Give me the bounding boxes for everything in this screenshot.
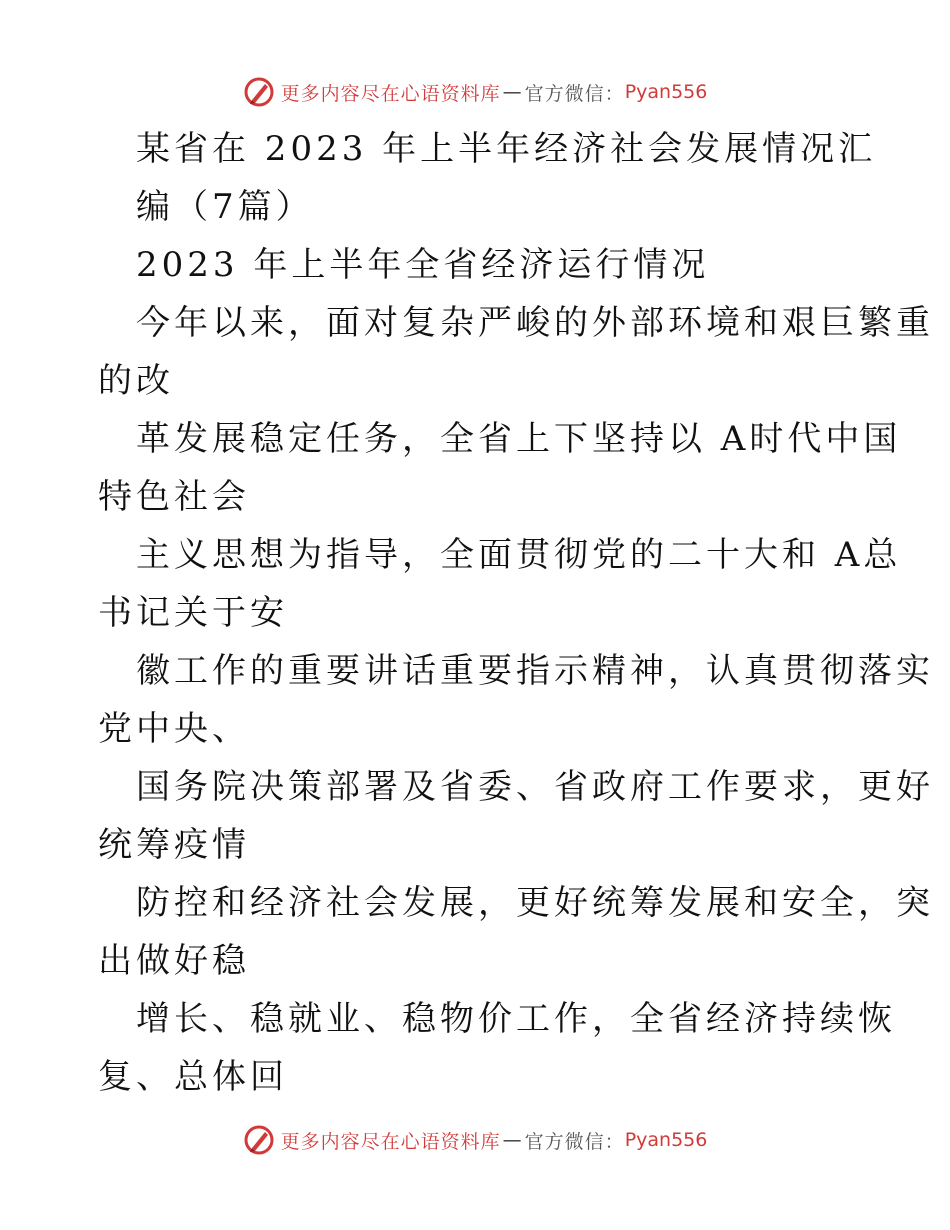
banner-text: 更多内容尽在心语资料库 [280,1130,501,1153]
text-line: 编（7篇） [136,187,314,227]
text-line: 的改 [98,361,174,401]
text-line: 统筹疫情 [98,825,250,865]
text-line: 书记关于安 [98,593,288,633]
banner-wechat-label: 官方微信： [524,82,625,105]
text-line: 徽工作的重要讲话重要指示精神，认真贯彻落实 [136,651,934,691]
text-line: 某省在 2023 年上半年经济社会发展情况汇 [136,129,877,169]
pen-logo-icon [243,1124,275,1156]
banner-separator: — [502,81,523,103]
text-line: 今年以来，面对复杂严峻的外部环境和艰巨繁重 [136,303,934,343]
text-line: 防控和经济社会发展，更好统筹发展和安全，突 [136,883,934,923]
banner-wechat-label: 官方微信： [524,1130,625,1153]
text-line: 复、总体回 [98,1057,288,1097]
footer-watermark-banner [0,1120,950,1160]
text-line: 2023 年上半年全省经济运行情况 [136,245,710,285]
text-line: 主义思想为指导，全面贯彻党的二十大和 A总 [136,535,902,575]
text-line: 增长、稳就业、稳物价工作，全省经济持续恢 [136,999,896,1039]
banner-separator: — [502,1129,523,1151]
banner-wechat-id: Pyan556 [624,81,708,103]
banner-text: 更多内容尽在心语资料库 [280,82,501,105]
document-body [98,120,934,1106]
text-line: 特色社会 [98,477,250,517]
text-line: 革发展稳定任务，全省上下坚持以 A时代中国 [136,419,902,459]
pen-logo-icon [243,76,275,108]
text-line: 党中央、 [98,709,250,749]
header-watermark-banner [0,72,950,112]
text-line: 出做好稳 [98,941,250,981]
banner-wechat-id: Pyan556 [624,1129,708,1151]
text-line: 国务院决策部署及省委、省政府工作要求，更好 [136,767,934,807]
